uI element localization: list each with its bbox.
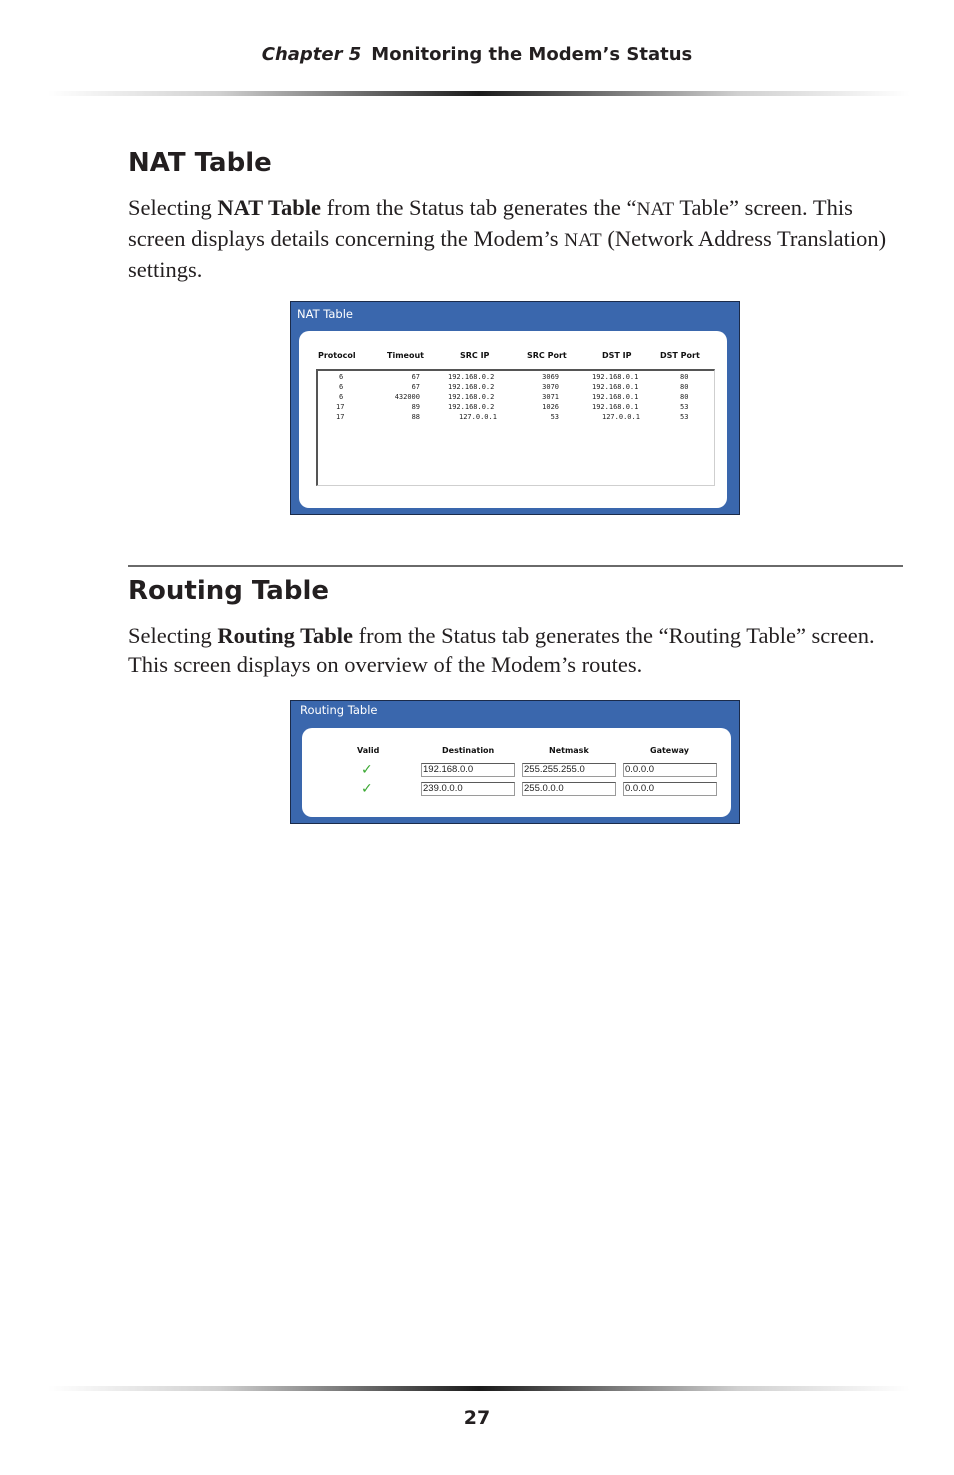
nat-col-timeout: Timeout xyxy=(387,351,424,360)
routing-col-gateway: Gateway xyxy=(650,746,689,755)
table-row: 6 67 192.168.0.2 3069 192.168.0.1 80 xyxy=(339,373,689,381)
nat-col-dst-port: DST Port xyxy=(660,351,700,360)
check-icon: ✓ xyxy=(361,781,373,797)
gateway-field[interactable]: 0.0.0.0 xyxy=(623,763,717,777)
page-number: 27 xyxy=(463,1407,491,1429)
table-row: 6 67 192.168.0.2 3070 192.168.0.1 80 xyxy=(339,383,689,391)
routing-table-bold: Routing Table xyxy=(217,623,354,648)
netmask-field[interactable]: 255.0.0.0 xyxy=(522,782,616,796)
routing-col-valid: Valid xyxy=(357,746,380,755)
nat-screen-body xyxy=(299,331,727,508)
nat-table-screenshot xyxy=(290,301,740,515)
check-icon: ✓ xyxy=(361,762,373,778)
netmask-field[interactable]: 255.255.255.0 xyxy=(522,763,616,777)
chapter-label: Chapter 5 xyxy=(261,44,362,65)
nat-screen-title: NAT Table xyxy=(297,307,353,321)
nat-table-bold: NAT Table xyxy=(217,195,321,220)
table-row: 6 432000 192.168.0.2 3071 192.168.0.1 80 xyxy=(339,393,689,401)
nat-col-protocol: Protocol xyxy=(318,351,356,360)
destination-field[interactable]: 192.168.0.0 xyxy=(421,763,515,777)
section-divider xyxy=(128,565,903,567)
nat-col-dst-ip: DST IP xyxy=(602,351,632,360)
nat-table-list[interactable] xyxy=(316,369,715,486)
routing-table-heading: Routing Table xyxy=(128,576,329,606)
routing-screen-title: Routing Table xyxy=(300,703,378,717)
routing-table-screenshot xyxy=(290,700,740,824)
footer-rule xyxy=(48,1386,910,1391)
destination-field[interactable]: 239.0.0.0 xyxy=(421,782,515,796)
running-header xyxy=(0,44,954,65)
nat-col-src-ip: SRC IP xyxy=(460,351,490,360)
chapter-title: Monitoring the Modem’s Status xyxy=(371,44,693,65)
routing-screen-body xyxy=(302,728,731,817)
gateway-field[interactable]: 0.0.0.0 xyxy=(623,782,717,796)
header-rule xyxy=(48,91,910,96)
routing-table-description: Selecting Routing Table from the Status tab generates the “Routing Table” screen. This screen displays on overview of the Modem’s routes. xyxy=(128,623,875,677)
table-row: 17 88 127.0.0.1 53 127.0.0.1 53 xyxy=(336,413,689,421)
table-row: 17 89 192.168.0.2 1026 192.168.0.1 53 xyxy=(336,403,689,411)
nat-col-src-port: SRC Port xyxy=(527,351,567,360)
routing-col-destination: Destination xyxy=(442,746,495,755)
routing-col-netmask: Netmask xyxy=(549,746,589,755)
nat-table-description: Selecting NAT Table from the Status tab generates the “NAT Table” screen. This screen displays details concerning the Modem’s NAT (Network Address Translation) settings. xyxy=(128,195,887,282)
nat-table-heading: NAT Table xyxy=(128,148,272,178)
